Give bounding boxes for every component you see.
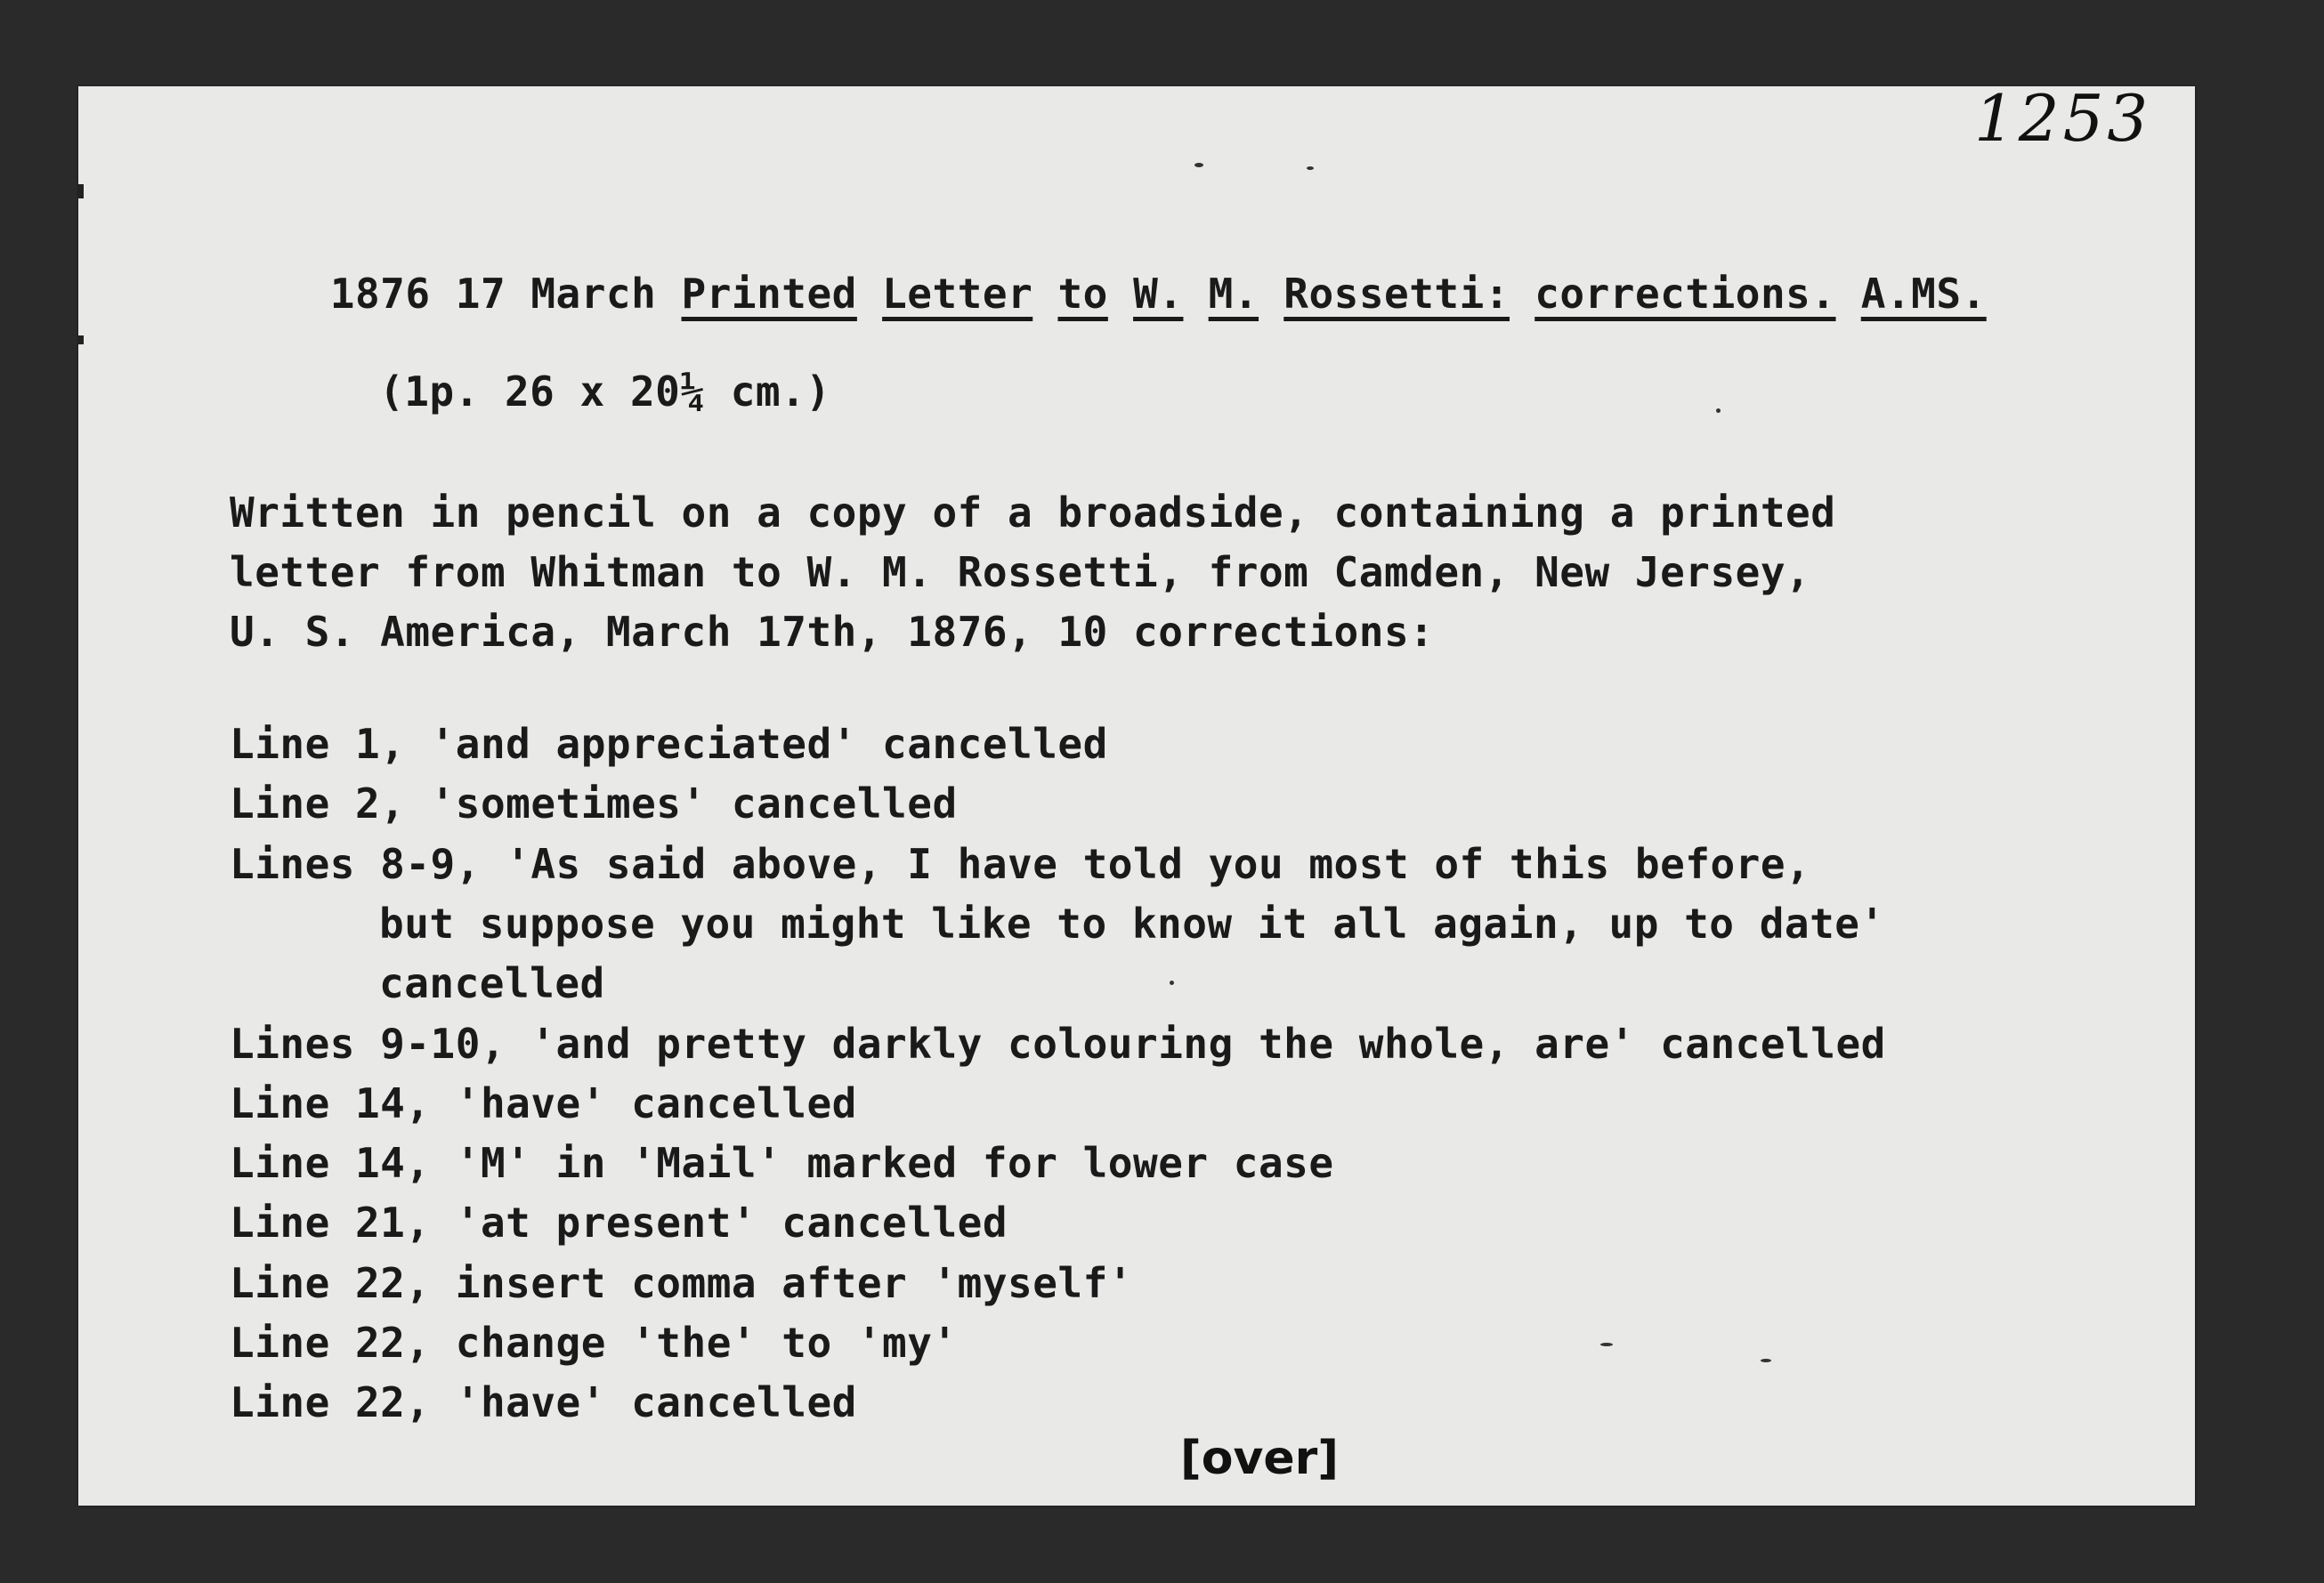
- speck: [1716, 408, 1721, 413]
- speck: [1307, 166, 1314, 170]
- correction-line: cancelled: [379, 959, 605, 1007]
- correction-line: but suppose you might like to know it all again, up to date': [379, 900, 1885, 948]
- description-line: letter from Whitman to W. M. Rossetti, from Camden, New Jersey,: [230, 548, 1811, 596]
- heading-title: [682, 270, 1987, 318]
- correction-line: Line 22, insert comma after 'myself': [230, 1259, 1133, 1307]
- heading-word: Letter: [882, 270, 1033, 318]
- catalog-card: [78, 81, 2195, 1506]
- heading-word: Rossetti:: [1283, 270, 1510, 318]
- card-number: 1253: [1974, 81, 2152, 156]
- edge-mark: [78, 184, 84, 198]
- heading-word: to: [1057, 270, 1108, 318]
- heading-word: A.MS.: [1860, 270, 1987, 318]
- speck: [1761, 1359, 1771, 1362]
- heading-word: Printed: [681, 270, 857, 318]
- correction-line: Line 22, change 'the' to 'my': [230, 1319, 958, 1367]
- correction-line: Lines 9-10, 'and pretty darkly colouring the whole, are' cancelled: [230, 1020, 1886, 1068]
- edge-mark: [78, 335, 84, 344]
- dimensions-line: (1p. 26 x 20¼ cm.): [379, 367, 831, 416]
- speck: [1170, 981, 1174, 985]
- speck: [1194, 163, 1203, 167]
- heading-word: [1032, 270, 1057, 318]
- over-note: [over]: [1180, 1432, 1340, 1485]
- heading-word: [1259, 270, 1283, 318]
- heading-word: [1108, 270, 1133, 318]
- speck: [1600, 1343, 1613, 1346]
- heading-word: [1836, 270, 1861, 318]
- correction-line: Line 22, 'have' cancelled: [230, 1378, 857, 1426]
- correction-line: Line 2, 'sometimes' cancelled: [230, 779, 958, 828]
- heading-word: [1183, 270, 1208, 318]
- heading-word: corrections.: [1534, 270, 1836, 318]
- correction-line: Line 21, 'at present' cancelled: [230, 1199, 1008, 1247]
- heading-word: [1510, 270, 1534, 318]
- heading-word: M.: [1208, 270, 1259, 318]
- correction-line: Lines 8-9, 'As said above, I have told you most of this before,: [230, 840, 1811, 888]
- heading-word: W.: [1133, 270, 1184, 318]
- correction-line: Line 1, 'and appreciated' cancelled: [230, 720, 1108, 768]
- heading-prefix: 1876 17 March: [329, 270, 682, 318]
- correction-line: Line 14, 'have' cancelled: [230, 1079, 857, 1127]
- heading-word: [857, 270, 882, 318]
- card-heading: [230, 222, 1987, 366]
- description-line: U. S. America, March 17th, 1876, 10 corrections:: [230, 608, 1435, 656]
- description-line: Written in pencil on a copy of a broadside, containing a printed: [230, 489, 1836, 537]
- correction-line: Line 14, 'M' in 'Mail' marked for lower case: [230, 1139, 1334, 1187]
